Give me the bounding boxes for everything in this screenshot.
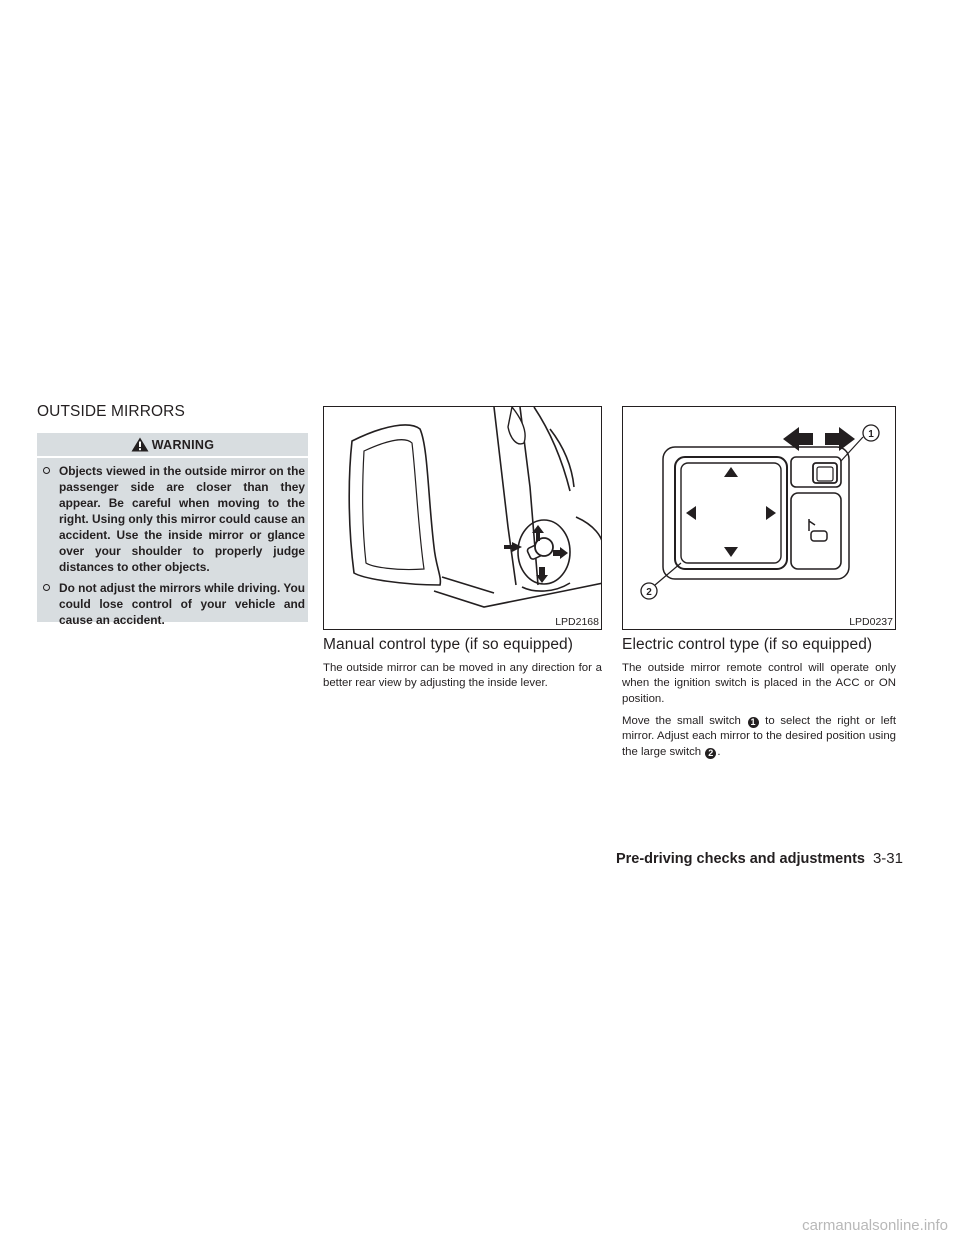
warning-item-text: Objects viewed in the outside mirror on the passenger side are closer than they appear. Be careful when moving to the right. Using only this mirror could cause an accident. Use the inside mirror or glance over your shoulder to properly judge distances to other objects. xyxy=(59,464,305,574)
manual-mirror-figure xyxy=(323,406,602,630)
warning-item xyxy=(43,580,305,628)
bullet-icon xyxy=(43,584,50,591)
page-footer xyxy=(616,850,903,867)
figure-code: LPD2168 xyxy=(555,616,599,628)
electric-control-para1: The outside mirror remote control will operate only when the ignition switch is placed in the ACC or ON position. xyxy=(622,662,896,705)
callout-2-badge: 2 xyxy=(705,748,716,759)
page-number: 3-31 xyxy=(872,850,903,867)
footer-section-title: Pre-driving checks and adjustments xyxy=(615,851,865,867)
electric-switch-illustration xyxy=(623,407,896,630)
warning-list xyxy=(43,463,305,633)
callout-1-badge: 1 xyxy=(748,717,759,728)
para2-text-b: to select the right or left mirror. Adjust each mirror to the desired position using the large switch xyxy=(622,715,896,758)
para2-text-a: Move the small switch xyxy=(622,715,741,727)
warning-header xyxy=(37,433,308,458)
electric-switch-figure xyxy=(622,406,896,630)
manual-control-title: Manual control type (if so equipped) xyxy=(323,636,574,653)
callout-1-label: 1 xyxy=(868,429,874,440)
section-title: OUTSIDE MIRRORS xyxy=(37,403,185,420)
watermark[interactable]: carmanualsonline.info xyxy=(802,1217,948,1234)
manual-mirror-illustration xyxy=(324,407,602,630)
warning-item-text: Do not adjust the mirrors while driving. You could lose control of your vehicle and cause an accident. xyxy=(59,581,305,627)
callout-2-label: 2 xyxy=(646,587,652,598)
para2-text-c: . xyxy=(717,745,721,758)
bullet-icon xyxy=(43,467,50,474)
figure-code: LPD0237 xyxy=(849,616,893,628)
warning-item xyxy=(43,463,305,575)
warning-box xyxy=(37,433,308,627)
warning-triangle-icon xyxy=(131,437,149,452)
electric-control-title: Electric control type (if so equipped) xyxy=(622,636,873,653)
electric-control-para2 xyxy=(622,714,896,760)
warning-label: WARNING xyxy=(151,437,215,452)
manual-control-text: The outside mirror can be moved in any direction for a better rear view by adjusting the inside lever. xyxy=(323,662,602,690)
